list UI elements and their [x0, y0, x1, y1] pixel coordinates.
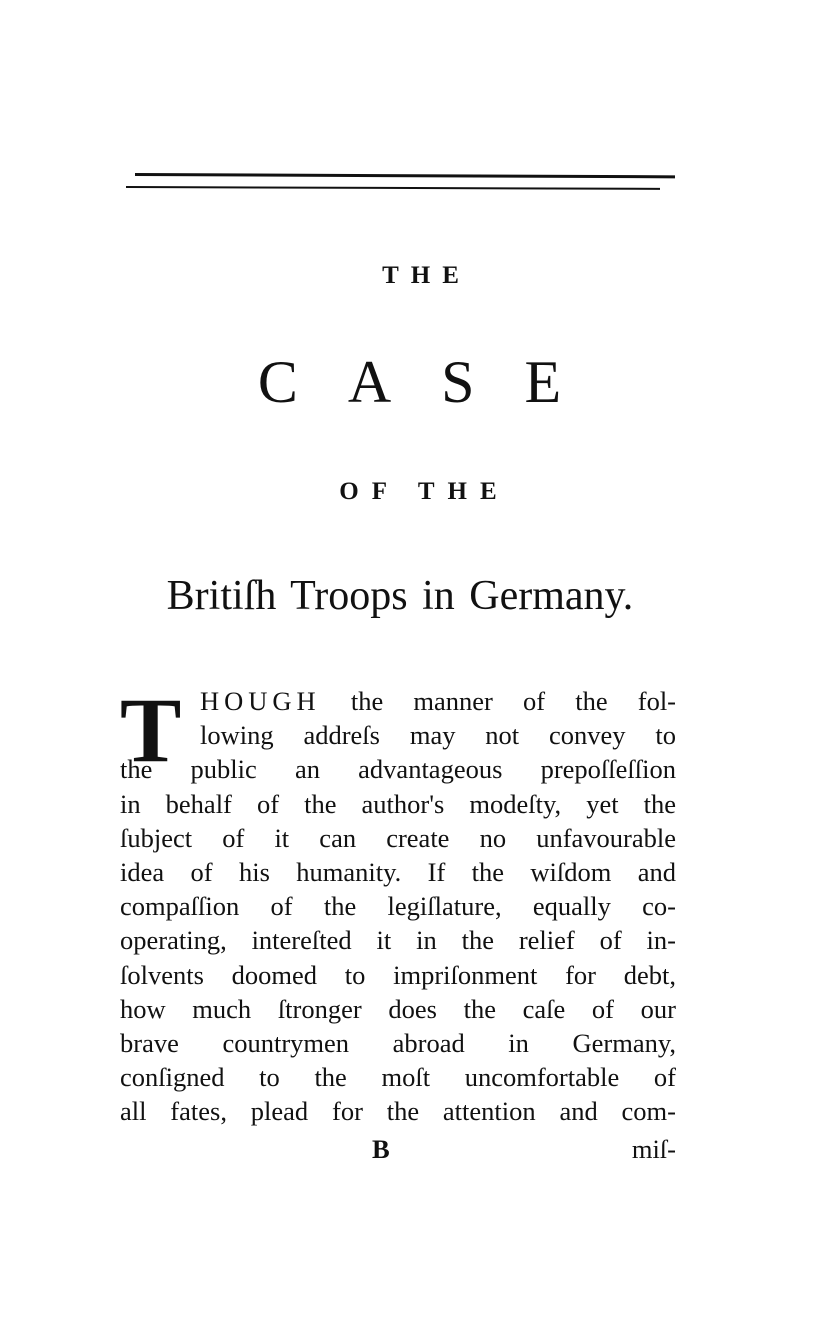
body-line: ſubject of it can create no unfavourable — [120, 822, 676, 853]
body-line: all fates, plead for the attention and com- — [120, 1096, 676, 1127]
body-line: the public an advantageous prepoſſeſſion — [120, 754, 676, 785]
signature-mark: B — [372, 1134, 390, 1164]
drop-cap: T — [120, 679, 182, 781]
body-paragraph — [120, 679, 677, 1128]
body-line: idea of his humanity. If the wiſdom and — [120, 856, 676, 887]
title-of-the: OF THE — [339, 478, 510, 505]
double-rule-top — [135, 173, 675, 178]
body-line: how much ſtronger does the caſe of our — [120, 993, 676, 1024]
body-line: conſigned to the moſt uncomfortable of — [120, 1062, 676, 1093]
body-line: in behalf of the author's modeſty, yet the — [120, 788, 676, 819]
body-line: HOUGH the manner of the fol- — [200, 686, 677, 716]
double-rule-bottom — [126, 186, 660, 190]
catchword: miſ- — [631, 1134, 676, 1164]
body-line: ſolvents doomed to impriſonment for debt, — [120, 959, 676, 990]
body-line: operating, intereſted it in the relief of in- — [120, 925, 676, 956]
title-case: CASE — [257, 349, 612, 415]
body-line: compaſſion of the legiſlature, equally co- — [120, 891, 676, 922]
title-the: THE — [382, 262, 471, 289]
page-footer — [120, 1134, 676, 1168]
body-line: brave countrymen abroad in Germany, — [120, 1027, 676, 1058]
opening-word: HOUGH — [200, 686, 321, 716]
subtitle: Britiſh Troops in Germany. — [166, 573, 634, 619]
body-line: lowing addreſs may not convey to — [200, 720, 676, 751]
